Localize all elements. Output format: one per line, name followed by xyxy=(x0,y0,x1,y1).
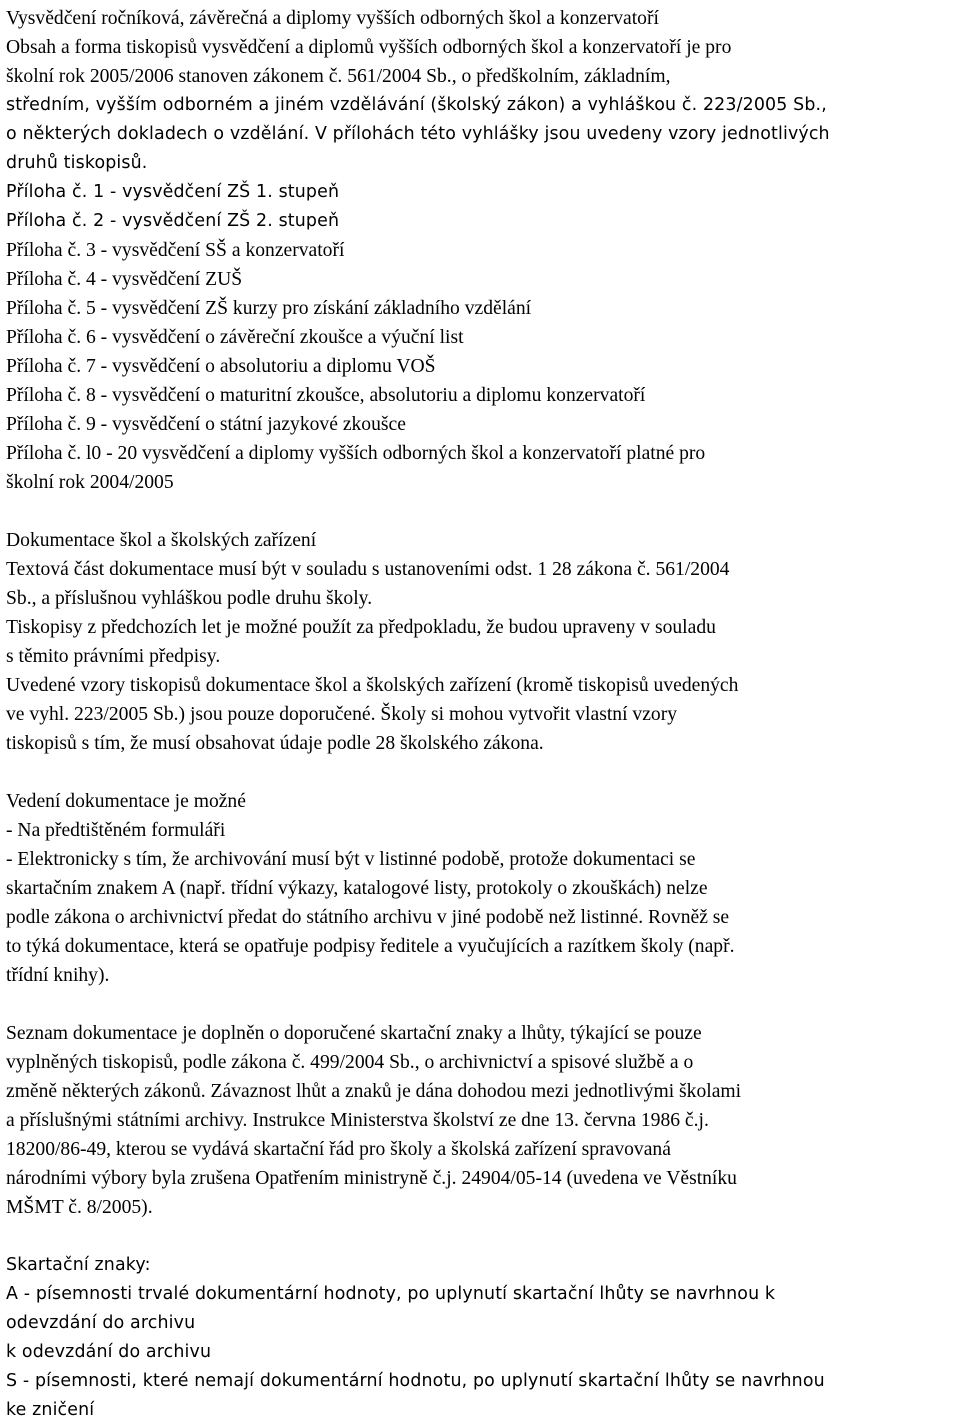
documentation-line: Textová část dokumentace musí být v souladu s ustanoveními odst. 1 28 zákona č. 561/2004 xyxy=(6,559,730,580)
management-section xyxy=(6,787,952,990)
list-info-line: MŠMT č. 8/2005). xyxy=(6,1197,153,1218)
section-heading: Vedení dokumentace je možné xyxy=(6,791,246,812)
shredding-line: k odevzdání do archivu xyxy=(6,1342,212,1362)
attachment-item: školní rok 2004/2005 xyxy=(6,472,174,493)
documentation-line: Uvedené vzory tiskopisů dokumentace škol a školských zařízení (kromě tiskopisů uvedených xyxy=(6,675,739,696)
paragraph-gap xyxy=(6,1222,952,1251)
attachment-item: Příloha č. 5 - vysvědčení ZŠ kurzy pro získání základního vzdělání xyxy=(6,298,532,319)
management-line: - Elektronicky s tím, že archivování musí být v listinné podobě, protože dokumentaci se xyxy=(6,849,696,870)
management-line: - Na předtištěném formuláři xyxy=(6,820,226,841)
intro-line: středním, vyšším odborném a jiném vzdělávání (školský zákon) a vyhláškou č. 223/2005 Sb., xyxy=(6,95,827,115)
intro-line: Vysvědčení ročníková, závěrečná a diplomy vyšších odborných škol a konzervatoří xyxy=(6,8,659,29)
management-line: třídní knihy). xyxy=(6,965,110,986)
document-page xyxy=(6,4,952,1425)
management-line: skartačním znakem A (např. třídní výkazy, katalogové listy, protokoly o zkouškách) nelze xyxy=(6,878,708,899)
attachment-item: Příloha č. l0 - 20 vysvědčení a diplomy vyšších odborných škol a konzervatoří platné pro xyxy=(6,443,706,464)
documentation-line: Tiskopisy z předchozích let je možné použít za předpokladu, že budou upraveny v souladu xyxy=(6,617,716,638)
management-line: podle zákona o archivnictví předat do státního archivu v jiné podobě než listinné. Rovněž se xyxy=(6,907,730,928)
attachment-item: Příloha č. 6 - vysvědčení o závěreční zkoušce a výuční list xyxy=(6,327,464,348)
documentation-line: ve vyhl. 223/2005 Sb.) jsou pouze doporučené. Školy si mohou vytvořit vlastní vzory xyxy=(6,704,678,725)
paragraph-gap xyxy=(6,990,952,1019)
intro-line: Obsah a forma tiskopisů vysvědčení a diplomů vyšších odborných škol a konzervatoří je pro xyxy=(6,37,732,58)
shredding-line: A - písemnosti trvalé dokumentární hodnoty, po uplynutí skartační lhůty se navrhnou k xyxy=(6,1284,776,1304)
attachment-item: Příloha č. 9 - vysvědčení o státní jazykové zkoušce xyxy=(6,414,406,435)
intro-paragraph xyxy=(6,4,952,178)
attachment-item: Příloha č. 8 - vysvědčení o maturitní zkoušce, absolutoriu a diplomu konzervatoří xyxy=(6,385,646,406)
attachment-list xyxy=(6,178,952,497)
intro-line: školní rok 2005/2006 stanoven zákonem č. 561/2004 Sb., o předškolním, základním, xyxy=(6,66,671,87)
list-info-line: změně některých zákonů. Závaznost lhůt a znaků je dána dohodou mezi jednotlivými školami xyxy=(6,1081,742,1102)
attachment-item: Příloha č. 1 - vysvědčení ZŠ 1. stupeň xyxy=(6,182,340,202)
intro-line: o některých dokladech o vzdělání. V přílohách této vyhlášky jsou uvedeny vzory jednotlivých xyxy=(6,124,830,144)
attachment-item: Příloha č. 7 - vysvědčení o absolutoriu a diplomu VOŠ xyxy=(6,356,436,377)
paragraph-gap xyxy=(6,497,952,526)
list-info-line: národními výbory byla zrušena Opatřením ministryně č.j. 24904/05-14 (uvedena ve Věstníku xyxy=(6,1168,737,1189)
list-info-section xyxy=(6,1019,952,1222)
list-info-line: Seznam dokumentace je doplněn o doporučené skartační znaky a lhůty, týkající se pouze xyxy=(6,1023,702,1044)
attachment-item: Příloha č. 2 - vysvědčení ZŠ 2. stupeň xyxy=(6,211,340,231)
shredding-line: odevzdání do archivu xyxy=(6,1313,196,1333)
documentation-line: tiskopisů s tím, že musí obsahovat údaje podle 28 školského zákona. xyxy=(6,733,544,754)
list-info-line: a příslušnými státními archivy. Instrukce Ministerstva školství ze dne 13. června 1986 č.j. xyxy=(6,1110,709,1131)
attachment-item: Příloha č. 4 - vysvědčení ZUŠ xyxy=(6,269,243,290)
section-heading: Skartační znaky: xyxy=(6,1255,151,1275)
list-info-line: 18200/86-49, kterou se vydává skartační řád pro školy a školská zařízení spravovaná xyxy=(6,1139,671,1160)
shredding-section xyxy=(6,1251,952,1425)
shredding-line: ke zničení xyxy=(6,1400,95,1420)
management-line: to týká dokumentace, která se opatřuje podpisy ředitele a vyučujících a razítkem školy (např. xyxy=(6,936,735,957)
documentation-line: s těmito právními předpisy. xyxy=(6,646,221,667)
documentation-line: Sb., a příslušnou vyhláškou podle druhu školy. xyxy=(6,588,373,609)
list-info-line: vyplněných tiskopisů, podle zákona č. 499/2004 Sb., o archivnictví a spisové službě a o xyxy=(6,1052,694,1073)
section-heading: Dokumentace škol a školských zařízení xyxy=(6,530,317,551)
paragraph-gap xyxy=(6,758,952,787)
attachment-item: Příloha č. 3 - vysvědčení SŠ a konzervatoří xyxy=(6,240,345,261)
shredding-line: S - písemnosti, které nemají dokumentární hodnotu, po uplynutí skartační lhůty se navrhnou xyxy=(6,1371,825,1391)
documentation-section xyxy=(6,526,952,758)
intro-line: druhů tiskopisů. xyxy=(6,153,148,173)
